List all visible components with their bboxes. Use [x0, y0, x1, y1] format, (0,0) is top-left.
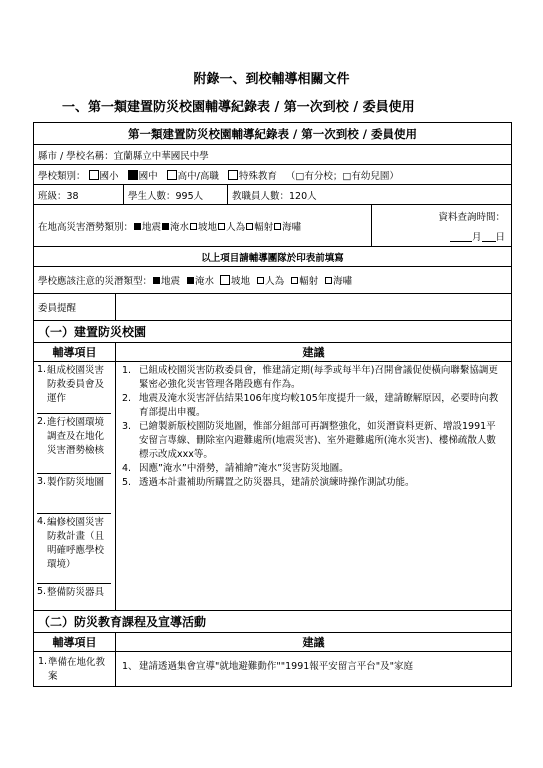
counseling-record-form [33, 122, 512, 687]
list-item: 1. 準備在地化教案 [38, 656, 106, 682]
checkbox-icon [246, 223, 253, 230]
list-item: 5. 整備防災器具 [37, 586, 105, 598]
checkbox-icon [257, 277, 264, 284]
checkbox-icon [187, 277, 194, 284]
section1-items [34, 362, 116, 611]
checkbox-icon [89, 170, 99, 180]
school-type-row [34, 165, 512, 185]
committee-reminder-value[interactable] [116, 294, 512, 321]
checkbox-icon [153, 277, 160, 284]
county-school-label: 縣市 / 學校名稱： [38, 150, 114, 162]
staff-value: 120人 [289, 190, 317, 202]
pre-print-notice: 以上項目請輔導團隊於印表前填寫 [34, 247, 512, 267]
day-blank[interactable] [482, 231, 496, 242]
section2-title: （二）防災教育課程及宣導活動 [34, 611, 512, 633]
suggestion-item: 3. 已繪製新版校園防災地圖，惟部分組部可再調整強化，如災潛資料更新、增設1991平安留言專線、刪除室內避難處所(地震災害)、室外避難處所(淹水災害)、樓梯疏散人數標示改成xxx等。 [122, 421, 496, 460]
suggestion-item: 1. 已組成校園災害防救委員會，惟建請定期(每季或每半年)召開會議促使橫向聯繫協調更緊密必強化災害管理各階段應有作為。 [122, 365, 498, 390]
school-type-option[interactable]: 特殊教育 [228, 171, 277, 182]
section1-title: （一）建置防災校園 [34, 321, 512, 343]
checkbox-icon [218, 223, 225, 230]
section1-suggestions-header: 建議 [116, 343, 512, 362]
branch-kindergarten-note: （□有分校；□有幼兒園） [285, 170, 399, 182]
query-date: 月 日 [450, 229, 505, 243]
appendix-title: 附錄一、到校輔導相關文件 [193, 72, 350, 87]
section2-items-header: 輔導項目 [34, 633, 116, 652]
school-type-label: 學校類別： [38, 170, 86, 182]
form-title: 第一類建置防災校園輔導紀錄表 / 第一次到校 / 委員使用 [34, 123, 512, 145]
query-time-label: 資料查詢時間： [438, 212, 506, 223]
suggestion-item: 4. 因應”淹水”中滑勢，請補繪”淹水”災害防災地圖。 [122, 463, 349, 474]
section1-items-header: 輔導項目 [34, 343, 116, 362]
hazard-potential-label: 在地高災害潛勢類別： [38, 221, 134, 233]
list-item: 2. 進行校園環境調查及在地化災害潛勢檢核 [37, 414, 111, 474]
section2-suggestions [116, 652, 512, 687]
classes-cell: 班級：38 [34, 185, 124, 205]
checkbox-icon [274, 223, 281, 230]
hazard-attention-cell: 學校應該注意的災潛類型： 地震 淹水 坡地 人為 輻射 海嘯 [34, 267, 512, 294]
school-type-option[interactable]: 國小 [89, 171, 119, 182]
section2-items [34, 652, 116, 687]
school-type-option[interactable]: 國中 [128, 171, 158, 182]
suggestion-item: 5. 透過本計畫補助所購置之防災器具，建請於演練時操作測試功能。 [122, 477, 415, 488]
suggestion-item: 1、 建請透過集會宣導"就地避難動作""1991報平安留言平台"及"家庭 [122, 661, 414, 672]
students-cell: 學生人數：995人 [124, 185, 228, 205]
checkbox-icon [162, 223, 169, 230]
checkbox-icon [228, 170, 238, 180]
checkbox-icon [190, 223, 197, 230]
section1-suggestions [116, 362, 512, 611]
checkbox-icon [167, 170, 177, 180]
list-item: 1. 組成校園災害防救委員會及運作 [37, 362, 111, 414]
committee-reminder-label: 委員提醒 [34, 294, 116, 321]
suggestion-item: 2. 地震及淹水災害評估結果106年度均較105年度提升一級，建請瞭解原因，必要時向教育部提出申覆。 [122, 393, 499, 418]
students-value: 995人 [175, 190, 204, 202]
list-item: 3. 製作防災地圖 [37, 474, 111, 514]
school-name: 宜蘭縣立中華國民中學 [113, 150, 209, 162]
hazard-attention-label: 學校應該注意的災潛類型： [38, 276, 153, 287]
county-school-row [34, 145, 512, 165]
checkbox-icon [325, 277, 332, 284]
classes-value: 38 [66, 190, 79, 202]
checkbox-icon [128, 170, 138, 180]
section-heading: 一、第一類建置防災校園輔導紀錄表 / 第一次到校 / 委員使用 [62, 100, 415, 115]
query-time-cell [372, 205, 512, 247]
section2-suggestions-header: 建議 [116, 633, 512, 652]
staff-cell: 教職員人數：120人 [228, 185, 512, 205]
checkbox-icon [291, 277, 298, 284]
month-blank[interactable] [450, 231, 472, 242]
checkbox-icon [220, 275, 230, 285]
checkbox-icon [134, 223, 141, 230]
list-item: 4. 編修校園災害防救計畫（且明確呼應學校環境） [37, 514, 111, 584]
school-type-option[interactable]: 高中/高職 [167, 171, 219, 182]
hazard-potential-cell: 在地高災害潛勢類別： 地震 淹水 坡地 人為 輻射 海嘯 [34, 205, 372, 247]
